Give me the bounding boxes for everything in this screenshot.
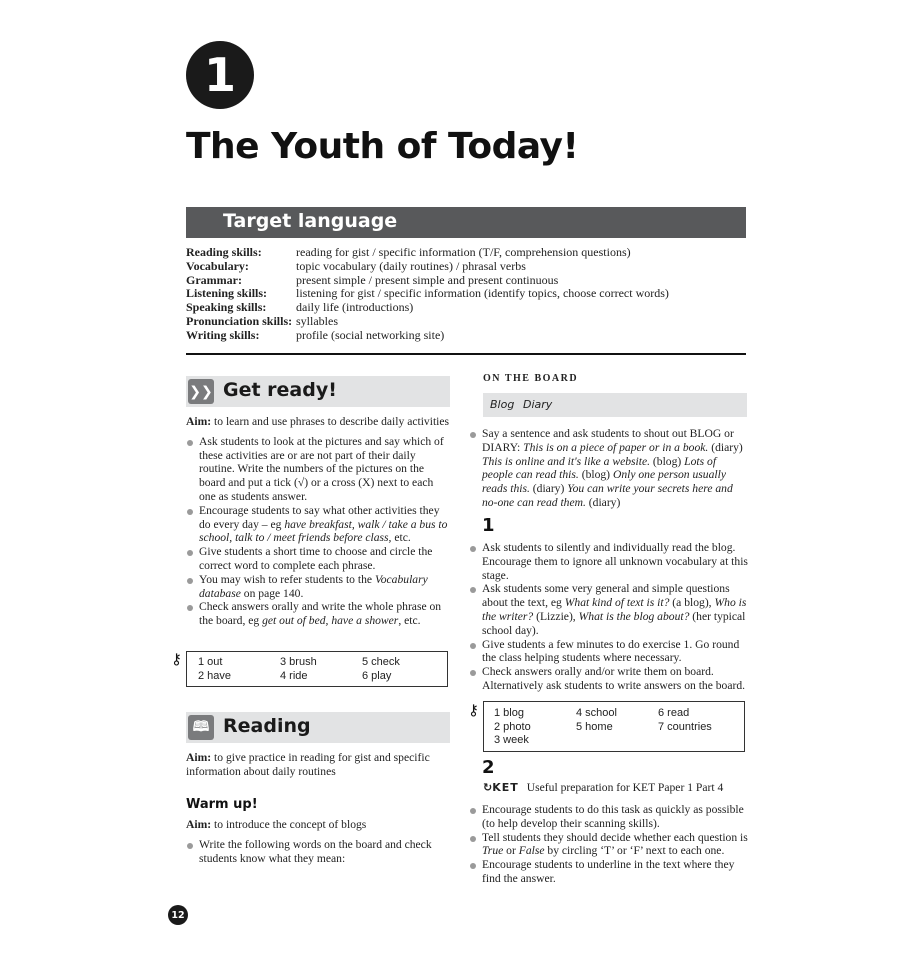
section-divider xyxy=(186,353,746,355)
target-language-list xyxy=(186,246,669,343)
list-item: Write the following words on the board and check students know what they mean: xyxy=(186,838,450,866)
list-item: Give students a short time to choose and circle the correct word to complete each phrase. xyxy=(186,545,450,573)
skill-row xyxy=(186,274,669,288)
answer-key-item: 6 play xyxy=(362,669,392,682)
warm-up-heading: Warm up! xyxy=(186,796,258,812)
book-icon: 🕮 xyxy=(188,715,214,740)
get-ready-answer-key xyxy=(186,651,448,687)
skill-row xyxy=(186,246,669,260)
list-item: Give students a few minutes to do exercise 1. Go round the class helping students where necessary. xyxy=(469,638,749,666)
arrows-icon: ❯❯ xyxy=(188,379,214,404)
warm-up-aim xyxy=(186,818,450,832)
skill-value: reading for gist / specific information (T/F, comprehension questions) xyxy=(296,245,631,259)
target-language-header xyxy=(186,207,746,238)
answer-key-item: 2 photo xyxy=(494,720,531,733)
exercise-1-answer-key xyxy=(483,701,745,752)
reading-aim xyxy=(186,751,450,779)
skill-label: Reading skills: xyxy=(186,245,262,259)
aim-text: to introduce the concept of blogs xyxy=(211,818,367,832)
skill-value: profile (social networking site) xyxy=(296,327,445,342)
ket-note xyxy=(483,781,723,794)
list-item: Ask students to silently and individually read the blog. Encourage them to ignore all unknown vocabulary at this stage. xyxy=(469,541,749,582)
skill-row xyxy=(186,315,669,329)
skill-row xyxy=(186,287,669,301)
skill-label: Vocabulary: xyxy=(186,258,249,273)
get-ready-bullets xyxy=(186,435,450,628)
get-ready-aim xyxy=(186,415,450,429)
exercise-1-bullets xyxy=(469,541,749,693)
list-item: Ask students to look at the pictures and say which of these activities are or are not part of their daily routine. Write the numbers of the pictures on the board and put a tick (√) or a cross (X) next to each one as students answer. xyxy=(186,435,450,504)
list-item: Encourage students to underline in the text where they find the answer. xyxy=(469,858,749,886)
board-word: Blog xyxy=(490,398,515,411)
skill-label: Grammar: xyxy=(186,272,242,287)
exercise-2-number: 2 xyxy=(482,757,495,778)
answer-key-item: 1 blog xyxy=(494,707,524,719)
skill-value: daily life (introductions) xyxy=(296,300,414,315)
page-title: The Youth of Today! xyxy=(186,126,579,167)
skill-row xyxy=(186,260,669,274)
answer-key-item: 2 have xyxy=(198,669,232,682)
ket-text: Useful preparation for KET Paper 1 Part 4 xyxy=(526,781,724,794)
reading-body xyxy=(186,751,450,866)
aim-text: to give practice in reading for gist and specific information about daily routines xyxy=(186,751,430,778)
unit-number-badge: 1 xyxy=(186,41,254,109)
list-item: You may wish to refer students to the Vocabulary database on page 140. xyxy=(186,573,450,601)
board-instructions xyxy=(469,427,749,510)
answer-key-item: 1 out xyxy=(198,656,223,668)
board-word: Diary xyxy=(523,398,553,411)
skill-label: Listening skills: xyxy=(186,286,268,301)
list-item: Encourage students to say what other activities they do every day – eg have breakfast, walk / take a bus to school, talk to / meet friends before class, etc. xyxy=(186,504,450,545)
get-ready-heading: Get ready! xyxy=(223,379,337,401)
page-number: 12 xyxy=(168,905,188,925)
skill-label: Writing skills: xyxy=(186,327,260,342)
answer-key-item: 3 brush xyxy=(280,656,317,668)
target-language-heading: Target language xyxy=(223,210,398,232)
exercise-2-body xyxy=(469,803,749,886)
skill-label: Pronunciation skills: xyxy=(186,313,293,328)
answer-key-item: 7 countries xyxy=(658,720,712,733)
list-item: Ask students some very general and simple questions about the text, eg What kind of text is it? (a blog), Who is the writer? (Lizzie), What is the blog about? (her typical school day). xyxy=(469,582,749,637)
skill-row xyxy=(186,301,669,315)
skill-value: syllables xyxy=(296,313,338,328)
answer-key-item: 3 week xyxy=(494,734,529,747)
on-the-board-box xyxy=(483,393,747,417)
skill-row xyxy=(186,329,669,343)
key-icon: ⚷ xyxy=(468,701,479,719)
on-the-board-heading: ON THE BOARD xyxy=(483,373,579,384)
exercise-2-bullets xyxy=(469,803,749,886)
get-ready-header xyxy=(186,376,450,407)
answer-key-item: 5 home xyxy=(576,720,613,733)
aim-text: to learn and use phrases to describe daily activities xyxy=(211,415,450,428)
list-item: Encourage students to do this task as quickly as possible (to help develop their scanning skills). xyxy=(469,803,749,831)
exercise-1-body xyxy=(469,541,749,693)
get-ready-body xyxy=(186,415,450,628)
answer-key-item: 4 school xyxy=(576,707,617,719)
ket-icon: ↻ xyxy=(483,781,493,794)
answer-key-item: 5 check xyxy=(362,656,400,668)
board-bullets xyxy=(469,427,749,510)
answer-key-item: 6 read xyxy=(658,707,690,719)
skill-value: topic vocabulary (daily routines) / phrasal verbs xyxy=(296,258,526,273)
skill-value: listening for gist / specific information (identify topics, choose correct words) xyxy=(296,286,669,301)
reading-heading: Reading xyxy=(223,715,311,737)
reading-header xyxy=(186,712,450,743)
ket-label: KET xyxy=(492,781,519,794)
list-item: Check answers orally and write the whole phrase on the board, eg get out of bed, have a shower, etc. xyxy=(186,600,450,628)
list-item: Say a sentence and ask students to shout out BLOG or DIARY: This is on a piece of paper or in a book. (diary) This is online and it's like a website. (blog) Lots of people can read this. (blog) Only one person usually reads this. (diary) You can write your secrets here and no-one can read them. (diary) xyxy=(469,427,749,510)
answer-key-item: 4 ride xyxy=(280,669,308,682)
list-item: Check answers orally and/or write them on board. Alternatively ask students to write answers on the board. xyxy=(469,665,749,693)
warm-up-bullets xyxy=(186,838,450,866)
key-icon: ⚷ xyxy=(171,650,182,668)
skill-label: Speaking skills: xyxy=(186,300,267,315)
aim-label: Aim: xyxy=(186,751,212,764)
aim-label: Aim: xyxy=(186,818,212,832)
list-item: Tell students they should decide whether each question is True or False by circling ‘T’ or ‘F’ next to each one. xyxy=(469,831,749,859)
aim-label: Aim: xyxy=(186,415,212,428)
exercise-1-number: 1 xyxy=(482,515,495,536)
skill-value: present simple / present simple and present continuous xyxy=(296,272,559,287)
